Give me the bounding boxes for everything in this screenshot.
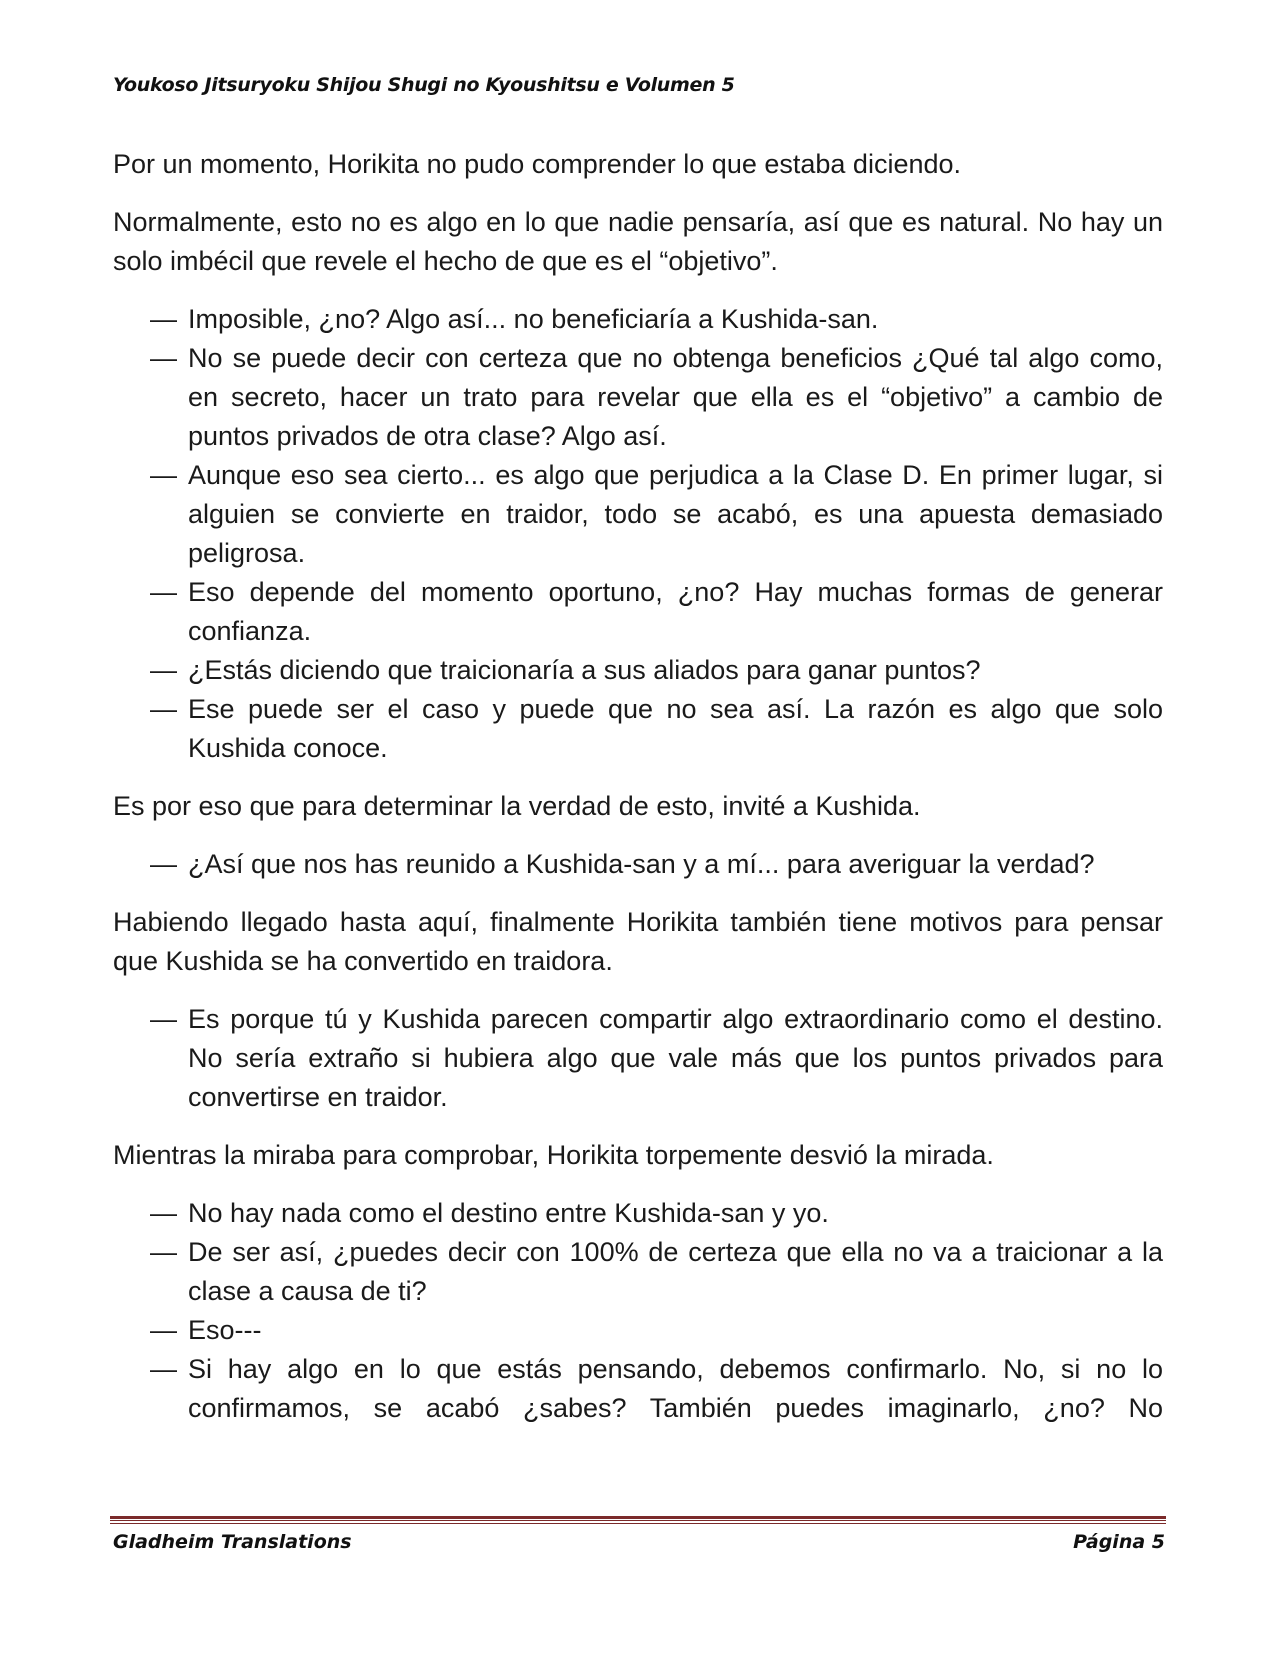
em-dash: — [150, 577, 177, 607]
paragraph: Es por eso que para determinar la verdad de esto, invité a Kushida. [113, 791, 921, 821]
em-dash: — [150, 343, 177, 373]
page-body [113, 145, 1163, 1447]
dialogue-block [113, 1000, 1163, 1117]
dialogue-line [113, 651, 1163, 690]
dialogue-line [113, 1311, 1163, 1350]
dialogue-text: Aunque eso sea cierto... es algo que perjudica a la Clase D. En primer lugar, si alguien se convierte en traidor, todo se acabó, es una apuesta demasiado peligrosa. [188, 460, 1163, 568]
em-dash: — [150, 849, 177, 879]
em-dash: — [150, 1004, 177, 1034]
footer-divider-thin [110, 1523, 1166, 1524]
em-dash: — [150, 1198, 177, 1228]
dialogue-text: ¿Estás diciendo que traicionaría a sus aliados para ganar puntos? [188, 655, 981, 685]
dialogue-block [113, 1194, 1163, 1428]
footer-credit: Gladheim Translations [113, 1531, 352, 1553]
dialogue-text: Eso--- [188, 1315, 262, 1345]
footer-divider [110, 1516, 1166, 1521]
dialogue-text: No se puede decir con certeza que no obtenga beneficios ¿Qué tal algo como, en secreto, hacer un trato para revelar que ella es el “objetivo” a cambio de puntos privados de otra clase? Algo así. [188, 343, 1163, 451]
em-dash: — [150, 460, 177, 490]
dialogue-text: Es porque tú y Kushida parecen compartir algo extraordinario como el destino. No sería extraño si hubiera algo que vale más que los puntos privados para convertirse en traidor. [188, 1004, 1163, 1112]
em-dash: — [150, 1237, 177, 1267]
dialogue-line [113, 690, 1163, 768]
paragraph: Por un momento, Horikita no pudo comprender lo que estaba diciendo. [113, 149, 962, 179]
dialogue-text: No hay nada como el destino entre Kushida-san y yo. [188, 1198, 829, 1228]
dialogue-text: Imposible, ¿no? Algo así... no beneficiaría a Kushida-san. [188, 304, 879, 334]
dialogue-block [113, 845, 1163, 884]
running-header: Youkoso Jitsuryoku Shijou Shugi no Kyoushitsu e Volumen 5 [113, 74, 735, 96]
em-dash: — [150, 1315, 177, 1345]
dialogue-line [113, 1194, 1163, 1233]
dialogue-text: ¿Así que nos has reunido a Kushida-san y a mí... para averiguar la verdad? [188, 849, 1095, 879]
dialogue-line [113, 1350, 1163, 1428]
paragraph: Mientras la miraba para comprobar, Horikita torpemente desvió la mirada. [113, 1140, 994, 1170]
dialogue-text: Si hay algo en lo que estás pensando, debemos confirmarlo. No, si no lo confirmamos, se acabó ¿sabes? También puedes imaginarlo, ¿no? No [188, 1354, 1163, 1423]
em-dash: — [150, 694, 177, 724]
dialogue-line [113, 573, 1163, 651]
dialogue-text: De ser así, ¿puedes decir con 100% de certeza que ella no va a traicionar a la clase a causa de ti? [188, 1237, 1163, 1306]
paragraph: Habiendo llegado hasta aquí, finalmente Horikita también tiene motivos para pensar que Kushida se ha convertido en traidora. [113, 907, 1163, 976]
page-number: Página 5 [1073, 1531, 1165, 1553]
dialogue-block [113, 300, 1163, 768]
paragraph: Normalmente, esto no es algo en lo que nadie pensaría, así que es natural. No hay un solo imbécil que revele el hecho de que es el “objetivo”. [113, 207, 1163, 276]
em-dash: — [150, 304, 177, 334]
em-dash: — [150, 1354, 177, 1384]
dialogue-line [113, 845, 1163, 884]
dialogue-text: Ese puede ser el caso y puede que no sea así. La razón es algo que solo Kushida conoce. [188, 694, 1163, 763]
dialogue-line [113, 456, 1163, 573]
dialogue-line [113, 1233, 1163, 1311]
em-dash: — [150, 655, 177, 685]
dialogue-text: Eso depende del momento oportuno, ¿no? Hay muchas formas de generar confianza. [188, 577, 1163, 646]
dialogue-line [113, 300, 1163, 339]
dialogue-line [113, 1000, 1163, 1117]
dialogue-line [113, 339, 1163, 456]
